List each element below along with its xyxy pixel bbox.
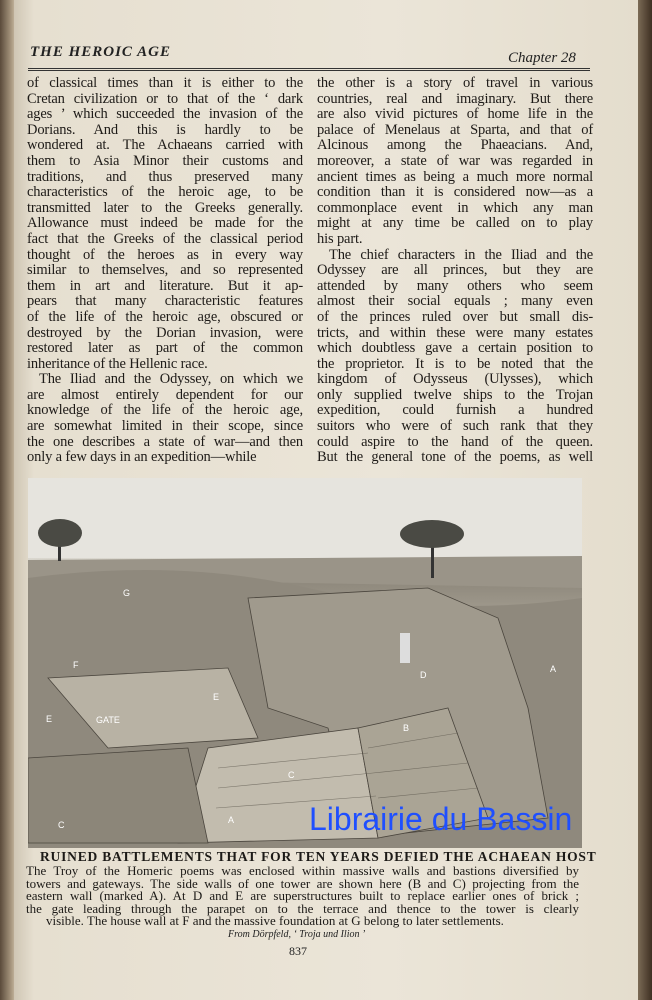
text-line: which doubtless gave a certain position to (317, 340, 593, 357)
text-line: attended by many others who seem (317, 277, 593, 294)
right-column (317, 76, 593, 466)
text-line: traditions, and thus preserved many (27, 168, 303, 185)
text-line: destroyed by the Dorian invasion, were (27, 324, 303, 341)
text-line: Odyssey are all princes, but they are (317, 262, 593, 279)
text-line: are somewhat limited in their scope, since (27, 418, 303, 435)
standing-figure (400, 633, 410, 663)
photo-label: C (58, 820, 65, 830)
text-line: palace of Menelaus at Sparta, and that of (317, 121, 593, 138)
text-line: restored later as part of the common (27, 340, 303, 357)
text-line: could aspire to the hand of the queen. (317, 433, 593, 450)
text-line: his part. (317, 230, 363, 247)
left-column (27, 76, 303, 466)
text-line: similar to themselves, and so represented (27, 262, 303, 279)
photo-label: E (46, 714, 53, 724)
photo-label: A (228, 815, 235, 825)
text-line: the one describes a state of war—and then (27, 433, 303, 450)
text-line: of classical times than it is either to the (27, 75, 303, 91)
caption-line: towers and gateways. The side walls of one tower are shown here (B and C) projecting from the (26, 875, 579, 891)
text-line: almost their social equals ; many even (317, 293, 593, 310)
text-line: transmitted later to the Greeks generally. (27, 199, 303, 216)
book-edge (638, 0, 652, 1000)
text-line: suitors who were of such rank that they (317, 418, 593, 435)
text-line: might at any time be called on to play (317, 215, 593, 232)
text-line: Cretan civilization or to that of the ‘ dark (27, 90, 303, 107)
text-line: moreover, a state of war was regarded in (317, 152, 593, 169)
text-line: condition than it is considered now—as a (317, 184, 593, 201)
chapter-label: Chapter 28 (508, 50, 576, 66)
text-line: countries, real and imaginary. But there (317, 90, 593, 107)
text-line: The Iliad and the Odyssey, on which we (39, 371, 303, 388)
photo-label: E (213, 692, 220, 702)
photo-label: A (550, 664, 557, 674)
caption-line: visible. The house wall at F and the massive foundation at G belong to later settlements. (46, 913, 504, 928)
text-line: the other is a story of travel in various (317, 75, 593, 91)
text-line: them in art and literature. But it ap- (27, 277, 303, 294)
text-line: are also vivid pictures of home life in the (317, 106, 593, 123)
text-line: The chief characters in the Iliad and the (329, 246, 593, 263)
caption-line: eastern wall (marked A). At D and E are superstructures built to replace earlier ones of brick ; (26, 888, 579, 903)
caption-title: RUINED BATTLEMENTS THAT FOR TEN YEARS DEFIED THE ACHAEAN HOST (40, 849, 597, 864)
caption-text (26, 865, 579, 928)
photo-credit: From Dörpfeld, ‘ Troja und Ilion ’ (228, 929, 366, 940)
photo-label: B (403, 723, 410, 733)
text-line: But the general tone of the poems, as well (317, 449, 593, 466)
text-line: inheritance of the Hellenic race. (27, 355, 208, 372)
text-line: commonplace event in which any man (317, 199, 593, 216)
text-line: kingdom of Odysseus (Ulysses), which (317, 371, 593, 388)
text-line: knowledge of the life of the heroic age, (27, 402, 303, 419)
text-line: only supplied twelve ships to the Trojan (317, 386, 593, 403)
page-number: 837 (289, 944, 307, 958)
photo-label: C (288, 770, 295, 780)
text-line: are almost entirely dependent for our (27, 386, 303, 403)
text-line: of the princes ruled over but small dis- (317, 308, 593, 325)
text-line: of the life of the heroic age, obscured or (27, 308, 303, 325)
text-line: pears that many characteristic features (27, 293, 303, 310)
photo-label: G (123, 588, 131, 598)
text-line: Alcinous among the Phaeacians. And, (317, 137, 593, 154)
text-line: ages ’ which succeeded the invasion of the (27, 106, 303, 123)
text-line: fact that the Greeks of the classical period (27, 230, 303, 247)
caption-line: the gate leading through the parapet on to the terrace and thence to the tower is clearly (26, 900, 579, 916)
text-line: thought of the heroes as in every way (27, 246, 303, 263)
header-rule (28, 68, 590, 71)
troy-ruins-photo (28, 478, 582, 848)
photo-label: GATE (96, 715, 120, 725)
photo-label: D (420, 670, 427, 680)
text-line: wondered at. The Achaeans carried with (27, 137, 303, 154)
caption-line: The Troy of the Homeric poems was enclosed within massive walls and bastions diversified by (26, 863, 579, 878)
text-line: characteristics of the heroic age, to be (27, 184, 303, 201)
watermark: Librairie du Bassin (309, 801, 573, 837)
running-title: THE HEROIC AGE (30, 44, 171, 60)
text-line: tricts, and within these were many estates (317, 324, 593, 341)
text-line: the proprietor. It is to be noted that the (317, 355, 593, 372)
text-line: them to Asia Minor their customs and (27, 152, 303, 169)
text-line: Allowance must indeed be made for the (27, 215, 303, 232)
text-line: ancient times as being a much more normal (317, 168, 593, 185)
text-line: only a few days in an expedition—while (27, 449, 257, 466)
photo-label: F (73, 660, 79, 670)
text-line: expedition, could furnish a hundred (317, 402, 593, 419)
text-line: Dorians. And this is hardly to be (27, 121, 303, 138)
